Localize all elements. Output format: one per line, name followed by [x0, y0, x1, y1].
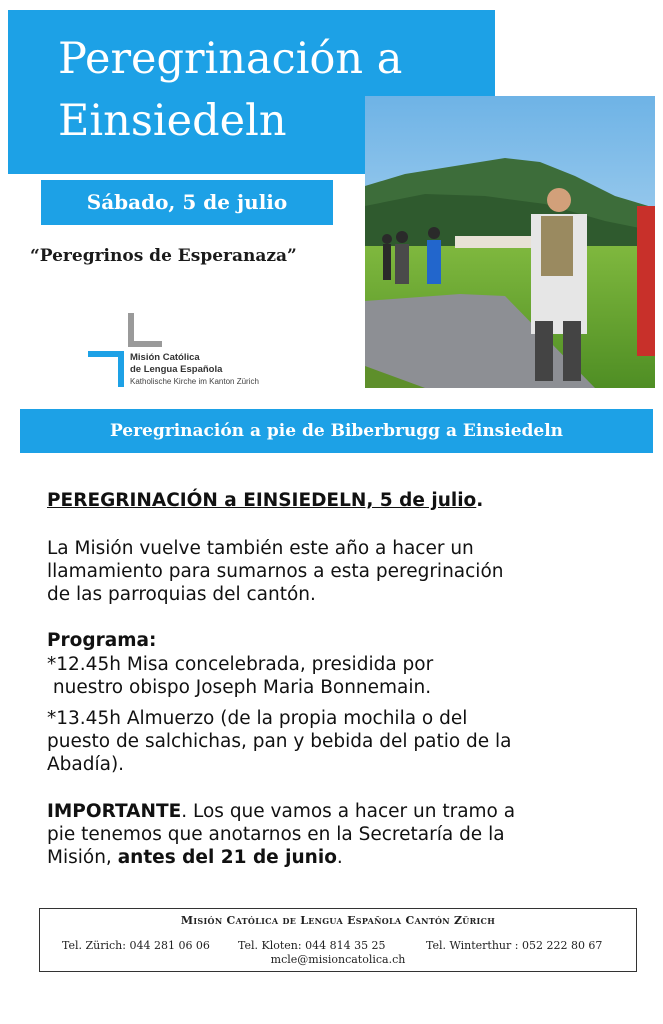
phone-winterthur: Tel. Winterthur : 052 222 80 67 [426, 939, 603, 952]
program-item-lunch-line-1: *13.45h Almuerzo (de la propia mochila o del [47, 708, 468, 729]
event-date: Sábado, 5 de julio [41, 180, 333, 225]
heading-text: PEREGRINACIÓN a EINSIEDELN, 5 de julio [47, 490, 477, 511]
route-banner: Peregrinación a pie de Biberbrugg a Einsiedeln [20, 409, 653, 453]
important-label: IMPORTANTE [47, 801, 182, 822]
logo-text-line-1: Misión Católica [130, 352, 200, 363]
important-line-1 [47, 800, 637, 823]
event-motto: “Peregrinos de Esperanaza” [30, 246, 297, 266]
title-line-1: Peregrinación a [58, 34, 403, 84]
registration-deadline: antes del 21 de junio [117, 847, 337, 868]
program-item-lunch-line-2: puesto de salchichas, pan y bebida del patio de la [47, 731, 512, 752]
important-line-2: pie tenemos que anotarnos en la Secretaría de la [47, 824, 505, 845]
program-item-mass [47, 653, 637, 699]
logo-text-line-2: de Lengua Española [130, 364, 223, 375]
important-line-3-end: . [336, 847, 343, 868]
contact-email[interactable]: mcle@misioncatolica.ch [270, 953, 406, 966]
important-notice [47, 800, 637, 869]
phone-zurich: Tel. Zürich: 044 281 06 06 [62, 939, 210, 952]
program-item-mass-line-2: nuestro obispo Joseph Maria Bonnemain. [47, 677, 432, 698]
footer-title: Misión Católica de Lengua Española Cantón Zürich [180, 914, 496, 927]
phone-kloten: Tel. Kloten: 044 814 35 25 [238, 939, 386, 952]
important-line-3 [47, 846, 637, 869]
intro-line-3: de las parroquias del cantón. [47, 584, 316, 605]
program-item-mass-line-1: *12.45h Misa concelebrada, presidida por [47, 654, 434, 675]
important-line-1-rest: . Los que vamos a hacer un tramo a [181, 801, 516, 822]
intro-line-1: La Misión vuelve también este año a hacer un [47, 538, 474, 559]
program-item-lunch-line-3: Abadía). [47, 754, 125, 775]
logo-text-line-3: Katholische Kirche im Kanton Zürich [130, 377, 259, 386]
content-heading [47, 489, 637, 512]
program-item-lunch [47, 707, 637, 776]
heading-period: . [476, 490, 484, 511]
important-line-3-start: Misión, [47, 847, 118, 868]
contact-footer [39, 908, 637, 972]
pilgrims-walking-photo [365, 96, 655, 388]
programa-heading: Programa: [47, 630, 157, 651]
title-line-2: Einsiedeln [58, 96, 287, 146]
intro-line-2: llamamiento para sumarnos a esta peregrinación [47, 561, 504, 582]
intro-paragraph [47, 537, 637, 606]
